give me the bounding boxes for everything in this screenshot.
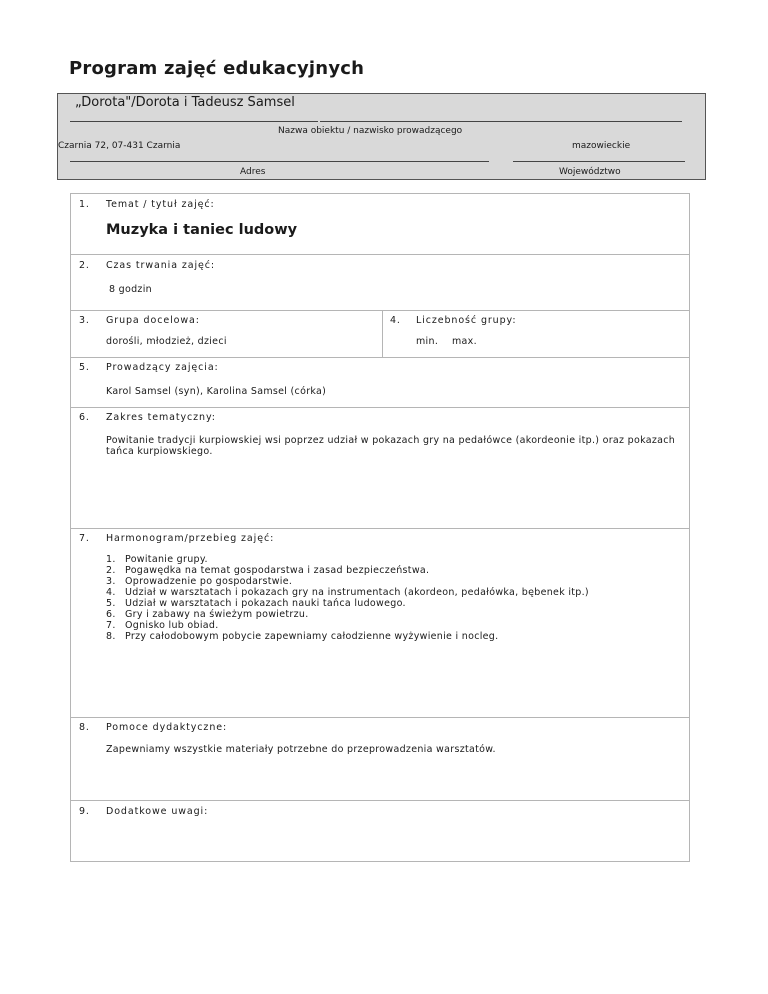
address-line [70, 161, 489, 162]
list-item-number: 8. [106, 631, 116, 642]
list-item-text: Oprowadzenie po gospodarstwie. [125, 576, 293, 587]
section-6-label: Zakres tematyczny: [106, 412, 216, 423]
list-item-text: Ognisko lub obiad. [125, 620, 219, 631]
section-8-value: Zapewniamy wszystkie materiały potrzebne do przeprowadzenia warsztatów. [106, 744, 496, 755]
list-item-text: Gry i zabawy na świeżym powietrzu. [125, 609, 309, 620]
list-item [106, 631, 589, 642]
name-line-left [70, 121, 318, 122]
list-item-text: Udział w warsztatach i pokazach nauki tańca ludowego. [125, 598, 406, 609]
list-item-text: Pogawędka na temat gospodarstwa i zasad bezpieczeństwa. [125, 565, 430, 576]
list-item [106, 576, 589, 587]
section-2-number: 2. [79, 260, 90, 271]
section-1-label: Temat / tytuł zajęć: [106, 199, 215, 210]
row-divider [71, 528, 689, 529]
section-8-number: 8. [79, 722, 90, 733]
program-form [70, 193, 690, 862]
list-item-text: Udział w warsztatach i pokazach gry na instrumentach (akordeon, pedałówka, bębenek itp.) [125, 587, 589, 598]
list-item [106, 554, 589, 565]
section-5-value: Karol Samsel (syn), Karolina Samsel (córka) [106, 386, 327, 397]
list-item [106, 609, 589, 620]
list-item-number: 4. [106, 587, 116, 598]
section-9-number: 9. [79, 806, 90, 817]
row-divider [71, 254, 689, 255]
list-item-number: 3. [106, 576, 116, 587]
list-item [106, 620, 589, 631]
list-item-number: 2. [106, 565, 116, 576]
section-6-number: 6. [79, 412, 90, 423]
list-item-number: 1. [106, 554, 116, 565]
list-item-number: 5. [106, 598, 116, 609]
section-1-number: 1. [79, 199, 90, 210]
header-info-box [57, 93, 706, 180]
section-7-number: 7. [79, 533, 90, 544]
region-caption: Województwo [559, 167, 621, 177]
address-value: Czarnia 72, 07-431 Czarnia [58, 141, 181, 151]
region-line [513, 161, 685, 162]
list-item [106, 565, 589, 576]
section-3-value: dorośli, młodzież, dzieci [106, 336, 227, 347]
page-title: Program zajęć edukacyjnych [69, 58, 365, 79]
list-item-text: Powitanie grupy. [125, 554, 208, 565]
section-8-label: Pomoce dydaktyczne: [106, 722, 228, 733]
section-4-number: 4. [390, 315, 401, 326]
section-7-label: Harmonogram/przebieg zajęć: [106, 533, 275, 544]
section-2-label: Czas trwania zajęć: [106, 260, 215, 271]
section-5-label: Prowadzący zajęcia: [106, 362, 219, 373]
row-divider [71, 717, 689, 718]
section-3-label: Grupa docelowa: [106, 315, 200, 326]
row-divider [71, 357, 689, 358]
schedule-list [106, 554, 589, 642]
section-1-value: Muzyka i taniec ludowy [106, 222, 298, 238]
section-3-number: 3. [79, 315, 90, 326]
section-6-value: Powitanie tradycji kurpiowskiej wsi poprzez udział w pokazach gry na pedałówce (akordeonie itp.) oraz pokazach tańca kurpiowskiego. [106, 435, 676, 457]
section-4-label: Liczebność grupy: [416, 315, 517, 326]
list-item [106, 598, 589, 609]
name-line-right [320, 121, 682, 122]
section-9-label: Dodatkowe uwagi: [106, 806, 209, 817]
object-name: „Dorota"/Dorota i Tadeusz Samsel [75, 95, 295, 110]
list-item-number: 6. [106, 609, 116, 620]
list-item-text: Przy całodobowym pobycie zapewniamy całodzienne wyżywienie i nocleg. [125, 631, 499, 642]
section-5-number: 5. [79, 362, 90, 373]
group-max: max. [452, 336, 477, 347]
section-2-value: 8 godzin [109, 284, 152, 295]
list-item [106, 587, 589, 598]
group-min: min. [416, 336, 439, 347]
region-value: mazowieckie [572, 141, 631, 151]
address-caption: Adres [240, 167, 266, 177]
row-divider [71, 800, 689, 801]
column-divider [382, 310, 383, 357]
name-caption: Nazwa obiektu / nazwisko prowadzącego [278, 126, 463, 136]
list-item-number: 7. [106, 620, 116, 631]
row-divider [71, 310, 689, 311]
row-divider [71, 407, 689, 408]
